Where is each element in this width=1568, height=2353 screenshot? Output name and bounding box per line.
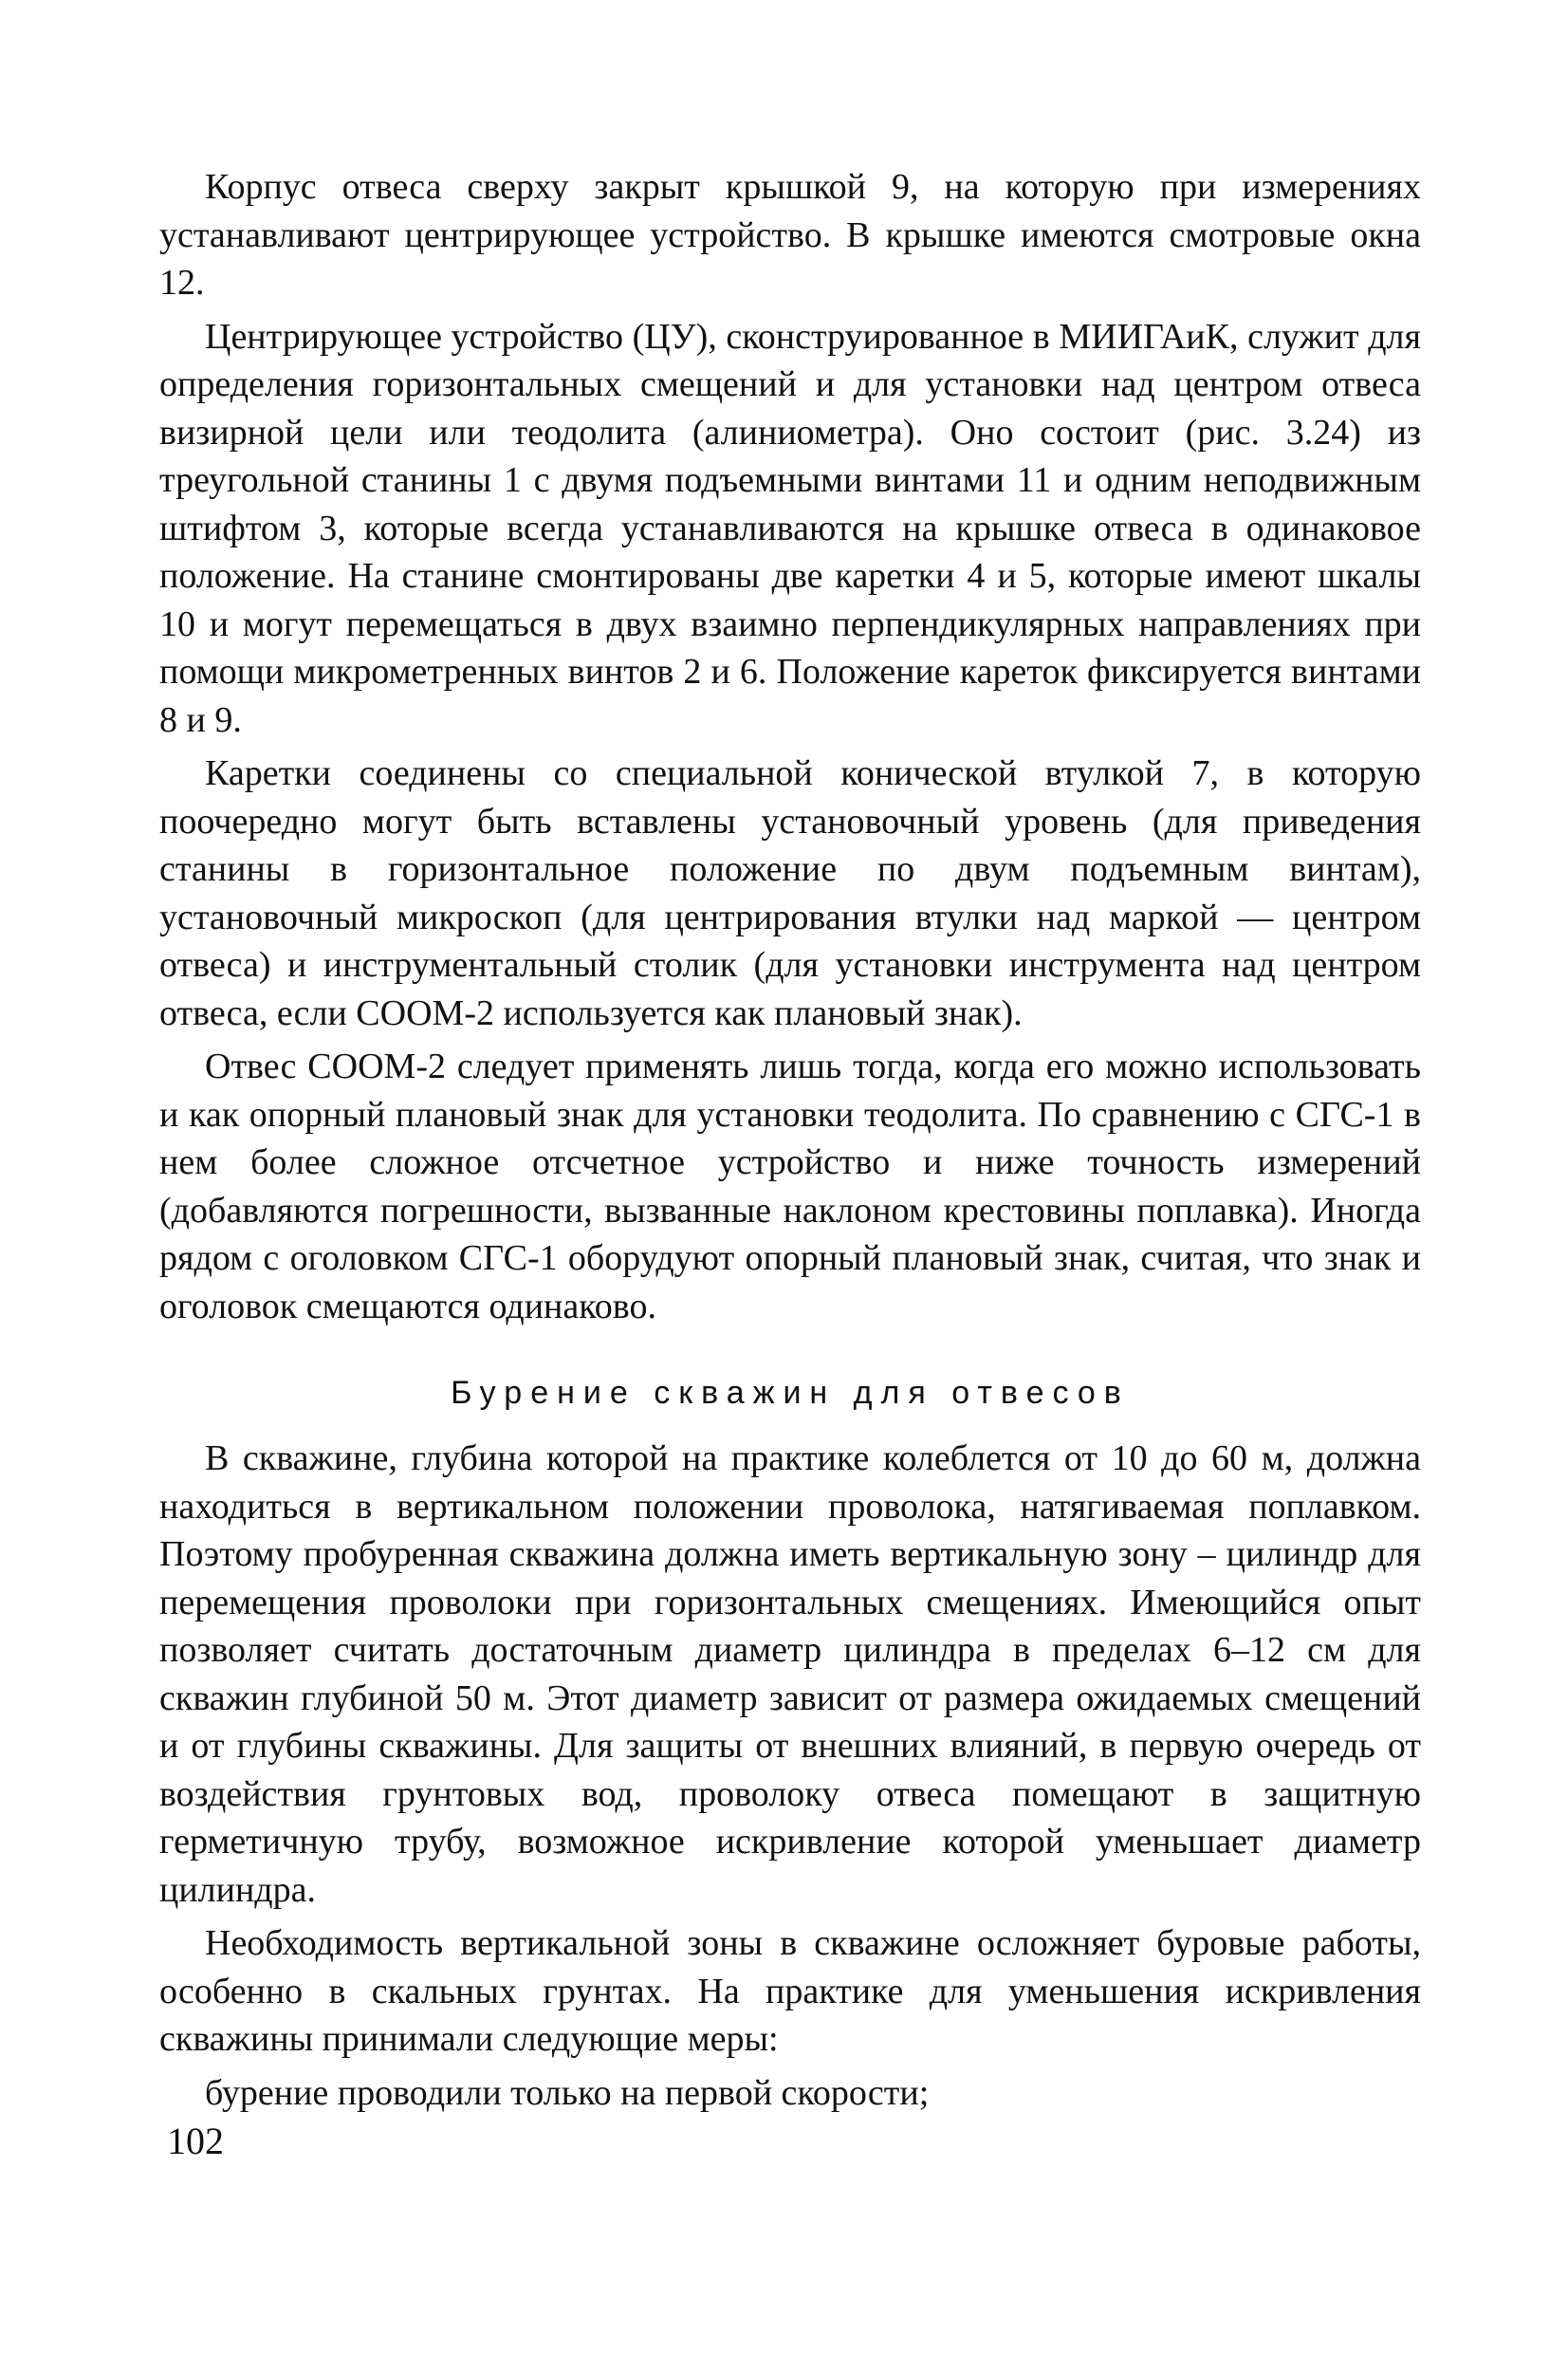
paragraph-plumb-usage: Отвес СООМ-2 следует применять лишь тогда, когда его можно использовать и как опорный плановый знак для установки теодолита. По сравнению с СГС-1 в нем более сложное отсчетное устройство и ниже точность измерений (добавляются погрешности, вызванные наклоном крестовины поплавка). Иногда рядом с оголовком СГС-1 оборудуют опорный плановый знак, считая, что знак и оголовок смещаются одинаково. — [159, 1047, 1421, 1326]
page-content — [159, 163, 1421, 2326]
paragraph-vertical-zone: Необходимость вертикальной зоны в скважине осложняет буровые работы, особенно в скальных грунтах. На практике для уменьшения искривления скважины принимали следующие меры: — [159, 1923, 1421, 2059]
paragraph-centering-device: Центрирующее устройство (ЦУ), сконструированное в МИИГАиК, служит для определения горизонтальных смещений и для установки над центром отвеса визирной цели или теодолита (алиниометра). Оно состоит (рис. 3.24) из треугольной станины 1 с двумя подъемными винтами 11 и одним неподвижным штифтом 3, которые всегда устанавливаются на крышке отвеса в одинаковое положение. На станине смонтированы две каретки 4 и 5, которые имеют шкалы 10 и могут перемещаться в двух взаимно перпендикулярных направлениях при помощи микрометренных винтов 2 и 6. Положение кареток фиксируется винтами 8 и 9. — [159, 316, 1421, 740]
paragraph-lid-cover: Корпус отвеса сверху закрыт крышкой 9, на которую при измерениях устанавливают центрирующее устройство. В крышке имеются смотровые окна 12. — [159, 167, 1421, 303]
page-number: 102 — [167, 2120, 224, 2162]
paragraph-carriages: Каретки соединены со специальной конической втулкой 7, в которую поочередно могут быть вставлены установочный уровень (для приведения станины в горизонтальное положение по двум подъемным винтам), установочный микроскоп (для центрирования втулки над маркой — центром отвеса) и инструментальный столик (для установки инструмента над центром отвеса, если СООМ-2 используется как плановый знак). — [159, 753, 1421, 1033]
section-title: Бурение скважин для отвесов — [451, 1375, 1130, 1411]
paragraph-borehole-depth: В скважине, глубина которой на практике колеблется от 10 до 60 м, должна находиться в вертикальном положении проволока, натягиваемая поплавком. Поэтому пробуренная скважина должна иметь вертикальную зону – цилиндр для перемещения проволоки при горизонтальных смещениях. Имеющийся опыт позволяет считать достаточным диаметр цилиндра в пределах 6–12 см для скважин глубиной 50 м. Этот диаметр зависит от размера ожидаемых смещений и от глубины скважины. Для защиты от внешних влияний, в первую очередь от воздействия грунтовых вод, проволоку отвеса помещают в защитную герметичную трубу, возможное искривление которой уменьшает диаметр цилиндра. — [159, 1438, 1421, 1910]
list-item-drilling-speed: бурение проводили только на первой скорости; — [205, 2072, 930, 2113]
